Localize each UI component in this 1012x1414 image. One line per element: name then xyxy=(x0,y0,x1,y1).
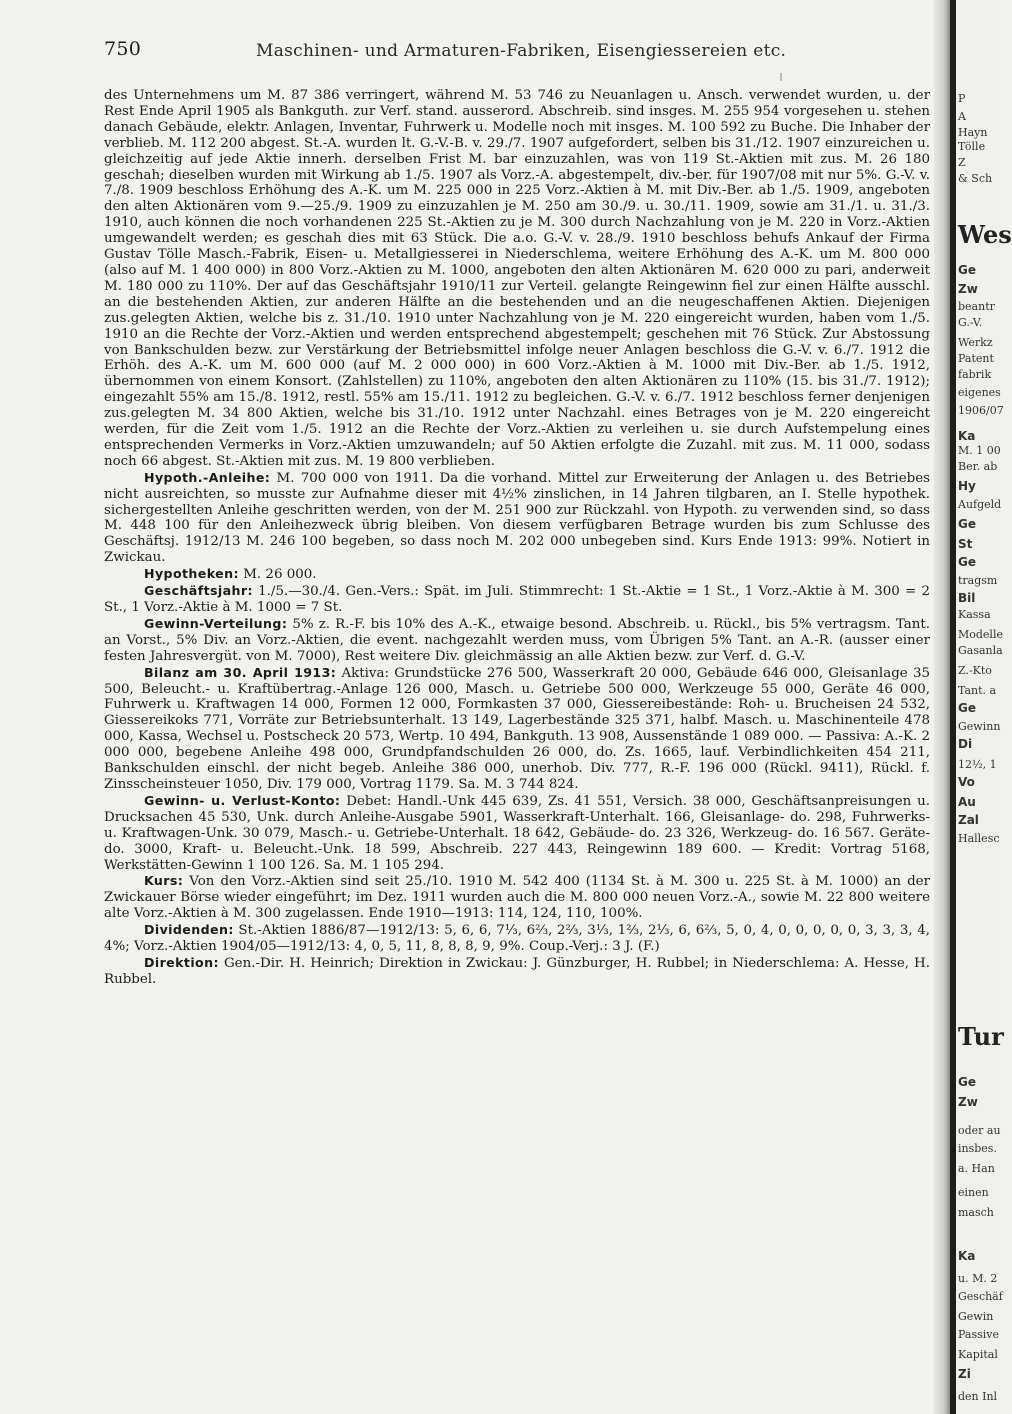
adjacent-page-fragment: u. M. 2 xyxy=(958,1272,998,1285)
adjacent-page-fragment: Zw xyxy=(958,282,978,296)
paragraph-text: 1./5.—30./4. Gen.-Vers.: Spät. im Juli. Stimmrecht: 1 St.-Aktie = 1 St., 1 Vorz.-Aktie à M. 300 = 2 St., 1 Vorz.-Aktie à M. 1000 = 7 St. xyxy=(104,584,930,615)
adjacent-page-fragment: Z xyxy=(958,156,966,169)
adjacent-page-fragment: Zi xyxy=(958,1367,971,1381)
adjacent-page-fragment: Tant. a xyxy=(958,684,997,697)
paragraph xyxy=(104,88,930,470)
adjacent-page-fragment: oder au xyxy=(958,1124,1001,1137)
adjacent-page-fragment: Hallesc xyxy=(958,832,1000,845)
adjacent-page-fragment: Wes xyxy=(958,220,1012,249)
adjacent-page-fragment: Bil xyxy=(958,591,976,605)
adjacent-page-fragment: 12½, 1 xyxy=(958,758,997,771)
adjacent-page-fragment: masch xyxy=(958,1206,994,1219)
adjacent-page-fragment: Ge xyxy=(958,555,976,569)
adjacent-page-fragment: Hayn xyxy=(958,126,988,139)
adjacent-page-fragment: Di xyxy=(958,737,973,751)
running-title: Maschinen- und Armaturen-Fabriken, Eisengiessereien etc. xyxy=(256,41,787,61)
adjacent-page-fragment: Hy xyxy=(958,479,976,493)
section-label: Hypotheken: xyxy=(144,566,239,582)
paragraph xyxy=(104,583,930,616)
paragraph-text: M. 700 000 von 1911. Da die vorhand. Mittel zur Erweiterung der Anlagen u. des Betriebes nicht ausreichten, so musste zur Aufnahme dieser mit 4½% zinslichen, in 14 Jahren tilgbaren, an I. Stelle hypothek. sichergestellten Anleihe geschritten werden, von der M. 251 900 zur Rückzahl. von Hypoth. zu verwenden sind, so dass M. 448 100 für den Anleihezweck übrig bleiben. Von diesem verfügbaren Betrage wurden bis zum Schlusse des Geschäftsj. 1912/13 M. 246 100 begeben, so dass noch M. 202 000 unbegeben sind. Kurs Ende 1913: 99%. Notiert in Zwickau. xyxy=(104,470,930,566)
adjacent-page-fragment: Zal xyxy=(958,813,979,827)
section-label: Gewinn-Verteilung: xyxy=(144,615,288,631)
adjacent-page-fragment: 1906/07 xyxy=(958,404,1004,417)
paragraph-text: Gen.-Dir. H. Heinrich; Direktion in Zwickau: J. Günzburger, H. Rubbel; in Niederschlema: A. Hesse, H. Rubbel. xyxy=(104,955,930,987)
adjacent-page-fragment: Gewin xyxy=(958,1310,994,1323)
paragraph xyxy=(104,566,930,583)
paragraph-text: Debet: Handl.-Unk 445 639, Zs. 41 551, Versich. 38 000, Geschäftsanpreisungen u. Drucksachen 45 530, Unk. durch Anleihe-Ausgabe 5901, Wasserkraft-Unterhalt. 166, Gleisanlage- do. 298, Fuhrwerks- u. Kraftwagen-Unk. 30 079, Masch.- u. Getriebe-Unterhalt. 18 642, Gebäude- do. 23 326, Werkzeug- do. 16 567. Geräte- do. 3000, Kraft- u. Beleucht.-Unk. 18 599, Abschreib. 227 443, Reingewinn 189 600. — Kredit: Vortrag 5168, Werkstätten-Gewinn 1 100 126. Sa. M. 1 105 294. xyxy=(104,793,930,873)
adjacent-page-fragment: M. 1 00 xyxy=(958,444,1001,457)
adjacent-page-fragment: Tölle xyxy=(958,140,986,153)
paragraph xyxy=(104,665,930,793)
adjacent-page-fragment: G.-V. xyxy=(958,316,983,329)
paragraph xyxy=(104,793,930,874)
adjacent-page-fragment: Geschäf xyxy=(958,1290,1003,1303)
section-label: Hypoth.-Anleihe: xyxy=(144,469,271,485)
paragraph xyxy=(104,922,930,955)
adjacent-page-fragment: Z.-Kto xyxy=(958,664,992,677)
section-label: Kurs: xyxy=(144,873,184,889)
section-label: Bilanz am 30. April 1913: xyxy=(144,664,337,680)
adjacent-page-fragment: a. Han xyxy=(958,1162,995,1175)
adjacent-page-fragment: den Inl xyxy=(958,1390,998,1403)
adjacent-page-fragment: Aufgeld xyxy=(958,498,1002,511)
adjacent-page-fragment: eigenes xyxy=(958,386,1001,399)
adjacent-page-fragment: Ge xyxy=(958,701,976,715)
paragraph xyxy=(104,873,930,922)
paragraph-text: Von den Vorz.-Aktien sind seit 25./10. 1910 M. 542 400 (1134 St. à M. 300 u. 225 St. à M. 1000) an der Zwickauer Börse wieder eingeführt; im Dez. 1911 wurden auch die M. 800 000 neuen Vorz.-A., sowie M. 22 800 weitere alte Vorz.-Aktien à M. 300 zugelassen. Ende 1910—1913: 114, 124, 110, 100%. xyxy=(104,874,930,922)
adjacent-page-fragment: Gewinn xyxy=(958,720,1001,733)
adjacent-page-fragment: einen xyxy=(958,1186,989,1199)
adjacent-page-fragment: Tur xyxy=(958,1022,1004,1051)
section-label: Direktion: xyxy=(144,954,219,970)
section-label: Geschäftsjahr: xyxy=(144,583,253,599)
adjacent-page-fragment: Ge xyxy=(958,517,976,531)
paragraph xyxy=(104,955,930,988)
adjacent-page-fragment: & Sch xyxy=(958,172,993,185)
adjacent-page-fragment: fabrik xyxy=(958,368,992,381)
adjacent-page-fragment: Kapital xyxy=(958,1348,998,1361)
adjacent-page-fragment: Kassa xyxy=(958,608,991,621)
page-number: 750 xyxy=(104,38,142,60)
paragraph-text: St.-Aktien 1886/87—1912/13: 5, 6, 6, 7⅓, 6⅔, 2⅔, 3⅓, 1⅔, 2⅓, 6, 6⅔, 5, 0, 4, 0, 0, 0, 0, 0, 3, 3, 3, 4, 4%; Vorz.-Aktien 1904/05—1912/13: 4, 0, 5, 11, 8, 8, 8, 9, 9%. Coup.-Verj.: 3 J. (F.) xyxy=(104,923,930,955)
adjacent-page-fragment: tragsm xyxy=(958,574,998,587)
paragraph-text: 5% z. R.-F. bis 10% des A.-K., etwaige besond. Abschreib. u. Rückl., bis 5% vertragsm. Tant. an Vorst., 5% Div. an Vorz.-Aktien, die event. nachgezahlt werden muss, vom Übrigen 5% Tant. an A.-R. (ausser einer festen Jahresvergüt. von M. 7000), Rest weitere Div. gleichmässig an alle Aktien bezw. zur Verf. d. G.-V. xyxy=(104,616,931,664)
adjacent-page-fragment: Ge xyxy=(958,263,976,277)
adjacent-page-fragment: Ka xyxy=(958,429,976,443)
paragraph xyxy=(104,616,930,665)
adjacent-page-fragment: Ka xyxy=(958,1249,976,1263)
adjacent-page-fragment: Gasanla xyxy=(958,644,1003,657)
adjacent-page-fragment: Vo xyxy=(958,775,975,789)
adjacent-page-fragment: beantr xyxy=(958,300,995,313)
adjacent-page-fragment: Passive xyxy=(958,1328,999,1341)
adjacent-page-fragment: Zw xyxy=(958,1095,978,1109)
section-label: Dividenden: xyxy=(144,922,234,938)
page-mark xyxy=(780,73,782,81)
page-gutter xyxy=(934,0,950,1414)
main-text-column xyxy=(104,88,930,988)
adjacent-page-fragment: St xyxy=(958,537,973,551)
adjacent-page-fragment: Au xyxy=(958,795,976,809)
adjacent-page-fragment: Patent xyxy=(958,352,994,365)
paragraph-text: Aktiva: Grundstücke 276 500, Wasserkraft 20 000, Gebäude 646 000, Gleisanlage 35 500, Beleucht.- u. Kraftübertrag.-Anlage 126 000, Masch. u. Getriebe 500 000, Werkzeuge 55 000, Geräte 46 000, Fuhrwerk u. Kraftwagen 14 000, Formen 12 000, Formkasten 37 000, Giessereibestände: Roh- u. Brucheisen 24 532, Giessereikoks 771, Vorräte zur Betriebsunterhalt. 13 149, Lagerbestände 325 371, halbf. Masch. u. Maschinenteile 478 000, Kassa, Wechsel u. Postscheck 20 573, Wertp. 10 494, Bankguth. 13 908, Aussenstände 1 089 000. — Passiva: A.-K. 2 000 000, begebene Anleihe 498 000, Grundpfandschulden 26 000, do. Zs. 1665, lauf. Verbindlichkeiten 454 211, Bankschulden einschl. der nicht begeb. Anleihe 386 000, unerhob. Div. 777, R.-F. 196 000 (Rückl. 9411), Rückl. f. Zinsscheinsteuer 1050, Div. 179 000, Vortrag 1179. Sa. M. 3 744 824. xyxy=(104,665,930,792)
paragraph-text: des Unternehmens um M. 87 386 verringert, während M. 53 746 zu Neuanlagen u. Ansch. verwendet wurden, u. der Rest Ende April 1905 als Bankguth. zur Verf. stand. ausserord. Abschreib. sind insges. M. 255 954 vorgesehen u. stehen danach Gebäude, elektr. Anlagen, Inventar, Fuhrwerk u. Modelle noch mit insges. M. 100 592 zu Buche. Die Inhaber der verblieb. M. 112 200 abgest. St.-A. wurden lt. G.-V.-B. v. 29./7. 1907 aufgefordert, selben bis 31./12. 1907 einzureichen u. gleichzeitig auf jede Aktie innerh. derselben Frist M. bar einzuzahlen, was von 119 St.-Aktien mit zus. M. 26 180 geschah; dieselben wurden mit Wirkung ab 1./5. 1907 als Vorz.-A. abgestempelt, div.-ber. für 1907/08 mit nur 5%. G.-V. v. 7./8. 1909 beschloss Erhöhung des A.-K. um M. 225 000 in 225 Vorz.-Aktien à M. mit Div.-Ber. ab 1./5. 1909, angeboten den alten Aktionären vom 9.—25./9. 1909 zu einzuzahlen je M. 250 am 30./9. u. 30./11. 1909, sowie am 31./1. u. 31./3. 1910, auch können die noch vorhandenen 225 St.-Aktien zu je M. 300 durch Nachzahlung von je M. 220 in Vorz.-Aktien umgewandelt werden; es geschah dies mit 63 Stück. Die a.o. G.-V. v. 28./9. 1910 beschloss behufs Ankauf der Firma Gustav Tölle Masch.-Fabrik, Eisen- u. Metallgiesserei in Niederschlema, weitere Erhöhung des A.-K. um M. 800 000 (also auf M. 1 400 000) in 800 Vorz.-Aktien zu M. 1000, angeboten den alten Aktionären M. 620 000 zu pari, anderweit M. 180 000 zu 110%. Der auf das Geschäftsjahr 1910/11 zur Verteil. gelangte Reingewinn fiel zur einen Hälfte ausschl. an die bestehenden Aktien, zur anderen Hälfte an die bestehenden und an die neugeschaffenen Aktien. Diejenigen zus.gelegten Aktien, welche bis z. 31./10. 1910 unter Nachzahlung von je M. 220 eingereicht wurden, haben vom 1./5. 1910 an die Rechte der Vorz.-Aktien und werden entsprechend abgestempelt; geschehen mit 76 Stück. Zur Abstossung von Bankschulden bezw. zur Verstärkung der Betriebsmittel infolge neuer Anlagen beschloss die G.-V. v. 6./7. 1912 die Erhöh. des A.-K. um M. 600 000 (auf M. 2 000 000) in 600 Vorz.-Aktien à M. 1000 mit Div.-Ber. ab 1./5. 1912, übernommen von einem Konsort. (Zahlstellen) zu 110%, angeboten den alten Aktionären zu 110% (15. bis 31./7. 1912); eingezahlt 55% am 15./8. 1912, restl. 55% am 15./11. 1912 zu begleichen. G.-V. v. 6./7. 1912 beschloss ferner denjenigen zus.gelegten M. 34 800 Aktien, welche bis 31./10. 1912 unter Nachzahl. eines Betrages von je M. 220 eingereicht werden, für die Zeit vom 1./5. 1912 an die Rechte der Vorz.-Aktien zu verleihen u. sie durch Aufstempelung eines entsprechenden Vermerks in Vorz.-Aktien umzuwandeln; auf 50 Aktien erfolgte die Zuzahl. mit zus. M. 11 000, sodass noch 66 abgest. St.-Aktien mit zus. M. 19 800 verblieben. xyxy=(104,88,930,469)
adjacent-page-fragment: Ge xyxy=(958,1075,976,1089)
paragraph xyxy=(104,470,930,566)
adjacent-page-fragment: Werkz xyxy=(958,336,993,349)
adjacent-page-fragment: A xyxy=(958,110,966,123)
adjacent-page-fragment: P xyxy=(958,92,966,105)
adjacent-page-strip xyxy=(956,0,1012,1414)
paragraph-text: M. 26 000. xyxy=(243,567,317,583)
adjacent-page-fragment: insbes. xyxy=(958,1142,997,1155)
section-label: Gewinn- u. Verlust-Konto: xyxy=(144,792,341,808)
adjacent-page-fragment: Ber. ab xyxy=(958,460,998,473)
adjacent-page-fragment: Modelle xyxy=(958,628,1003,641)
